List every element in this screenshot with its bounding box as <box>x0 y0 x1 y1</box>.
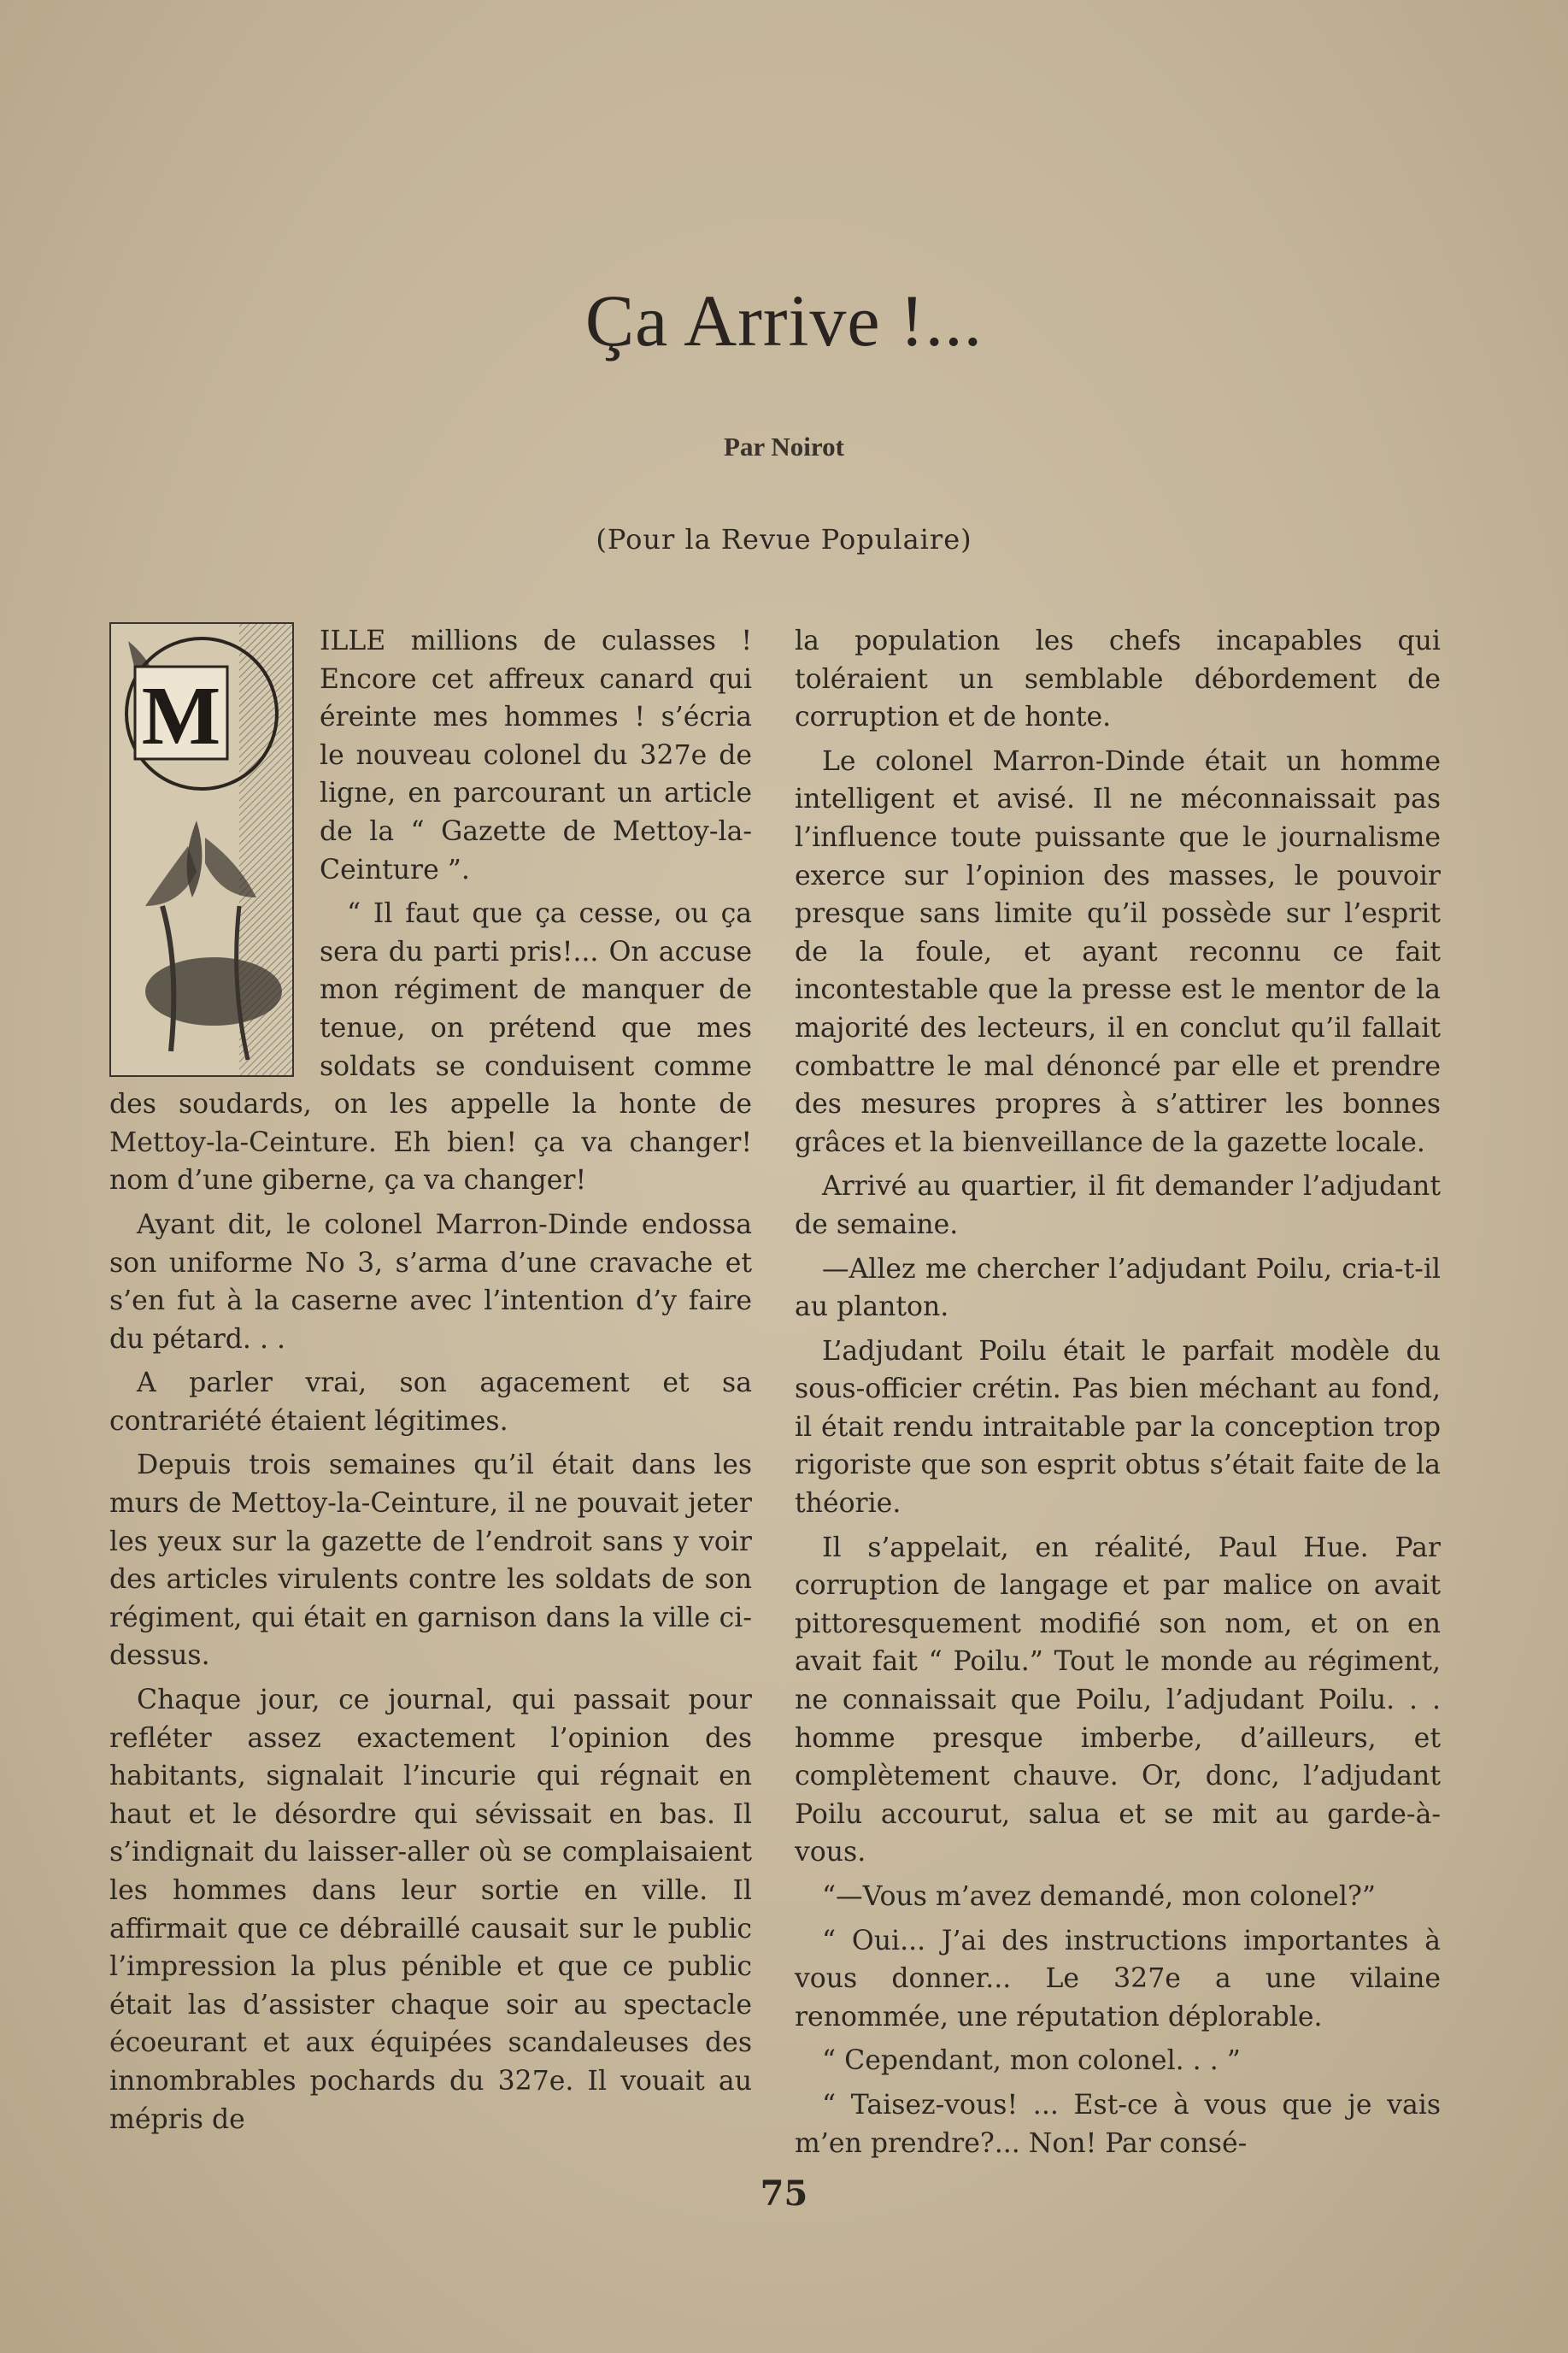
paragraph: la population les chefs incapables qui toléraient un semblable débordement de corruption et de honte. <box>795 626 1441 733</box>
paragraph: Il s’appelait, en réalité, Paul Hue. Par corruption de langage et par malice on avait pittoresquement modifié son nom, et on en avait fait “ Poilu.” Tout le monde au régiment, ne connaissait que Poilu, l’adjudant Poilu. . . homme presque imberbe, d’ailleurs, et complètement chauve. Or, donc, l’adjudant Poilu accourut, salua et se mit au garde-à-vous. <box>795 1532 1441 1868</box>
paragraph: “—Vous m’avez demandé, mon colonel?” <box>822 1881 1376 1912</box>
paragraph: Le colonel Marron-Dinde était un homme intelligent et avisé. Il ne méconnaissait pas l’influence toute puissante que le journalisme exerce sur l’opinion des masses, le pouvoir presque sans limite qu’il possède sur l’esprit de la foule, et ayant reconnu ce fait incontestable que la presse est le mentor de la majorité des lecteurs, il en conclut qu’il fallait combattre le mal dénoncé par elle et prendre des mesures propres à s’attirer les bonnes grâces et la bienveillance de la gazette locale. <box>795 745 1441 1158</box>
paragraph: “ Il faut que ça cesse, ou ça sera du parti pris!... On accuse mon régiment de manquer de tenue, on prétend que mes soldats se conduisent comme des soudards, on les appelle la honte de Mettoy-la-Ceinture. Eh bien! ça va changer! nom d’une giberne, ça va changer! <box>109 898 752 1197</box>
article-subtitle: (Pour la Revue Populaire) <box>596 523 972 556</box>
paragraph: Chaque jour, ce journal, qui passait pour refléter assez exactement l’opinion des habitants, signalait l’incurie qui régnait en haut et le désordre qui sévissait en bas. Il s’indignait du laisser-aller où se complaisaient les hommes dans leur sortie en ville. Il affirmait que ce débraillé causait sur le public l’impression la plus pénible et que ce public était las d’assister chaque soir au spectacle écoeurant et aux équipées scandaleuses des innombrables pochards du 327e. Il vouait au mépris de <box>109 1685 752 2135</box>
paragraph: “ Oui... J’ai des instructions importantes à vous donner... Le 327e a une vilaine renommée, une réputation déplorable. <box>795 1925 1441 2032</box>
dropcap-ornament <box>109 622 294 1077</box>
paragraph: Depuis trois semaines qu’il était dans les murs de Mettoy-la-Ceinture, il ne pouvait jeter les yeux sur la gazette de l’endroit sans y voir des articles virulents contre les soldats de son régiment, qui était en garnison dans la ville ci-dessus. <box>109 1450 752 1672</box>
paragraph: ILLE millions de culasses ! Encore cet affreux canard qui éreinte mes hommes ! s’écria le nouveau colonel du 327e de ligne, en parcourant un article de la “ Gazette de Mettoy-la-Ceinture ”. <box>320 626 752 885</box>
article-byline: Par Noirot <box>724 432 844 462</box>
lotus-ornament-icon <box>111 624 292 1075</box>
right-column <box>795 622 1441 2168</box>
paragraph: “ Cependant, mon colonel. . . ” <box>822 2045 1241 2077</box>
paragraph: —Allez me chercher l’adjudant Poilu, cria-t-il au planton. <box>795 1253 1441 1323</box>
page-number: 75 <box>760 2174 808 2214</box>
paragraph: “ Taisez-vous! ... Est-ce à vous que je vais m’en prendre?... Non! Par consé- <box>795 2089 1441 2159</box>
dropcap-letter: M <box>141 670 221 762</box>
paragraph: L’adjudant Poilu était le parfait modèle du sous-officier crétin. Pas bien méchant au fond, il était rendu intraitable par la conception trop rigoriste que son esprit obtus s’était faite de la théorie. <box>795 1335 1441 1520</box>
left-column <box>109 622 752 2144</box>
paragraph: Arrivé au quartier, il fit demander l’adjudant de semaine. <box>795 1171 1441 1240</box>
paragraph: Ayant dit, le colonel Marron-Dinde endossa son uniforme No 3, s’arma d’une cravache et s’en fut à la caserne avec l’intention d’y faire du pétard. . . <box>109 1209 752 1355</box>
article-title: Ça Arrive !... <box>584 279 984 362</box>
paragraph: A parler vrai, son agacement et sa contrariété étaient légitimes. <box>109 1368 752 1437</box>
